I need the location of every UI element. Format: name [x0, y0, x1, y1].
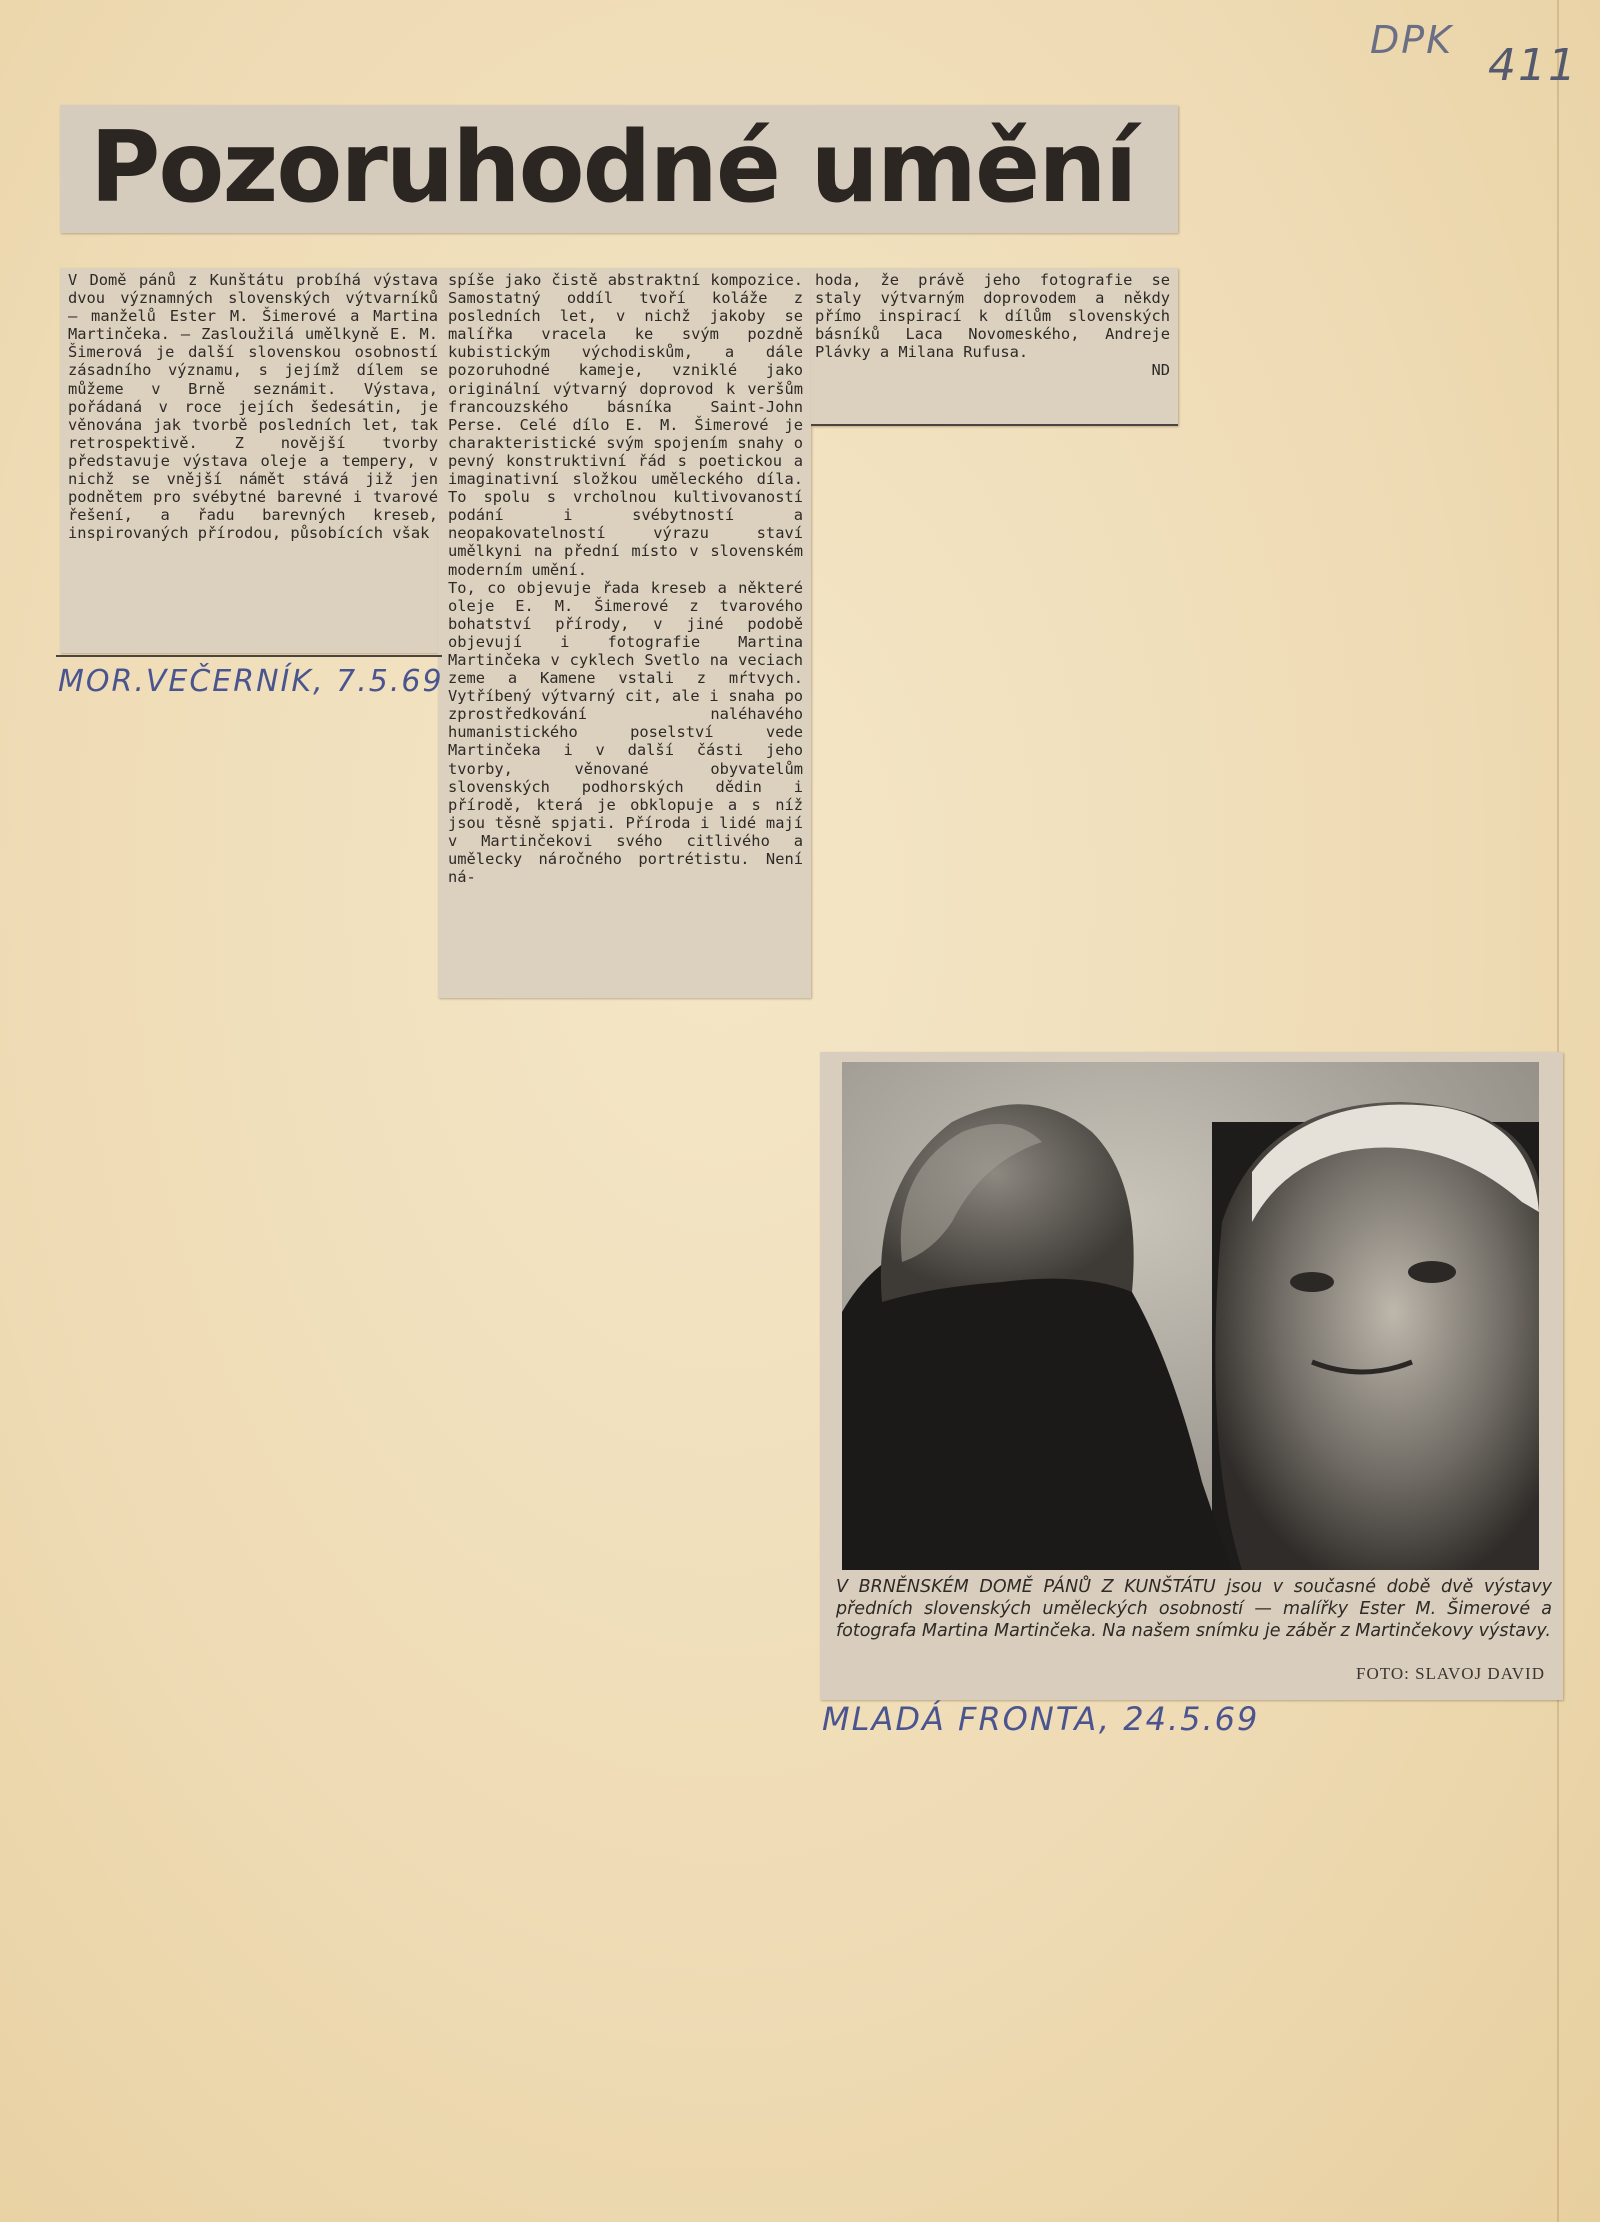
column-1-end-rule	[56, 655, 442, 657]
exhibition-photo-image	[842, 1062, 1539, 1570]
column-2-paragraph-2: To, co objevuje řada kreseb a některé oleje E. M. Šimerové z tvarového bohatství přírody, v jiné podobě objevují i fotografie Martina Martinčeka v cyklech Svetlo na veciach zeme a Kamene vstali z mŕtvych. Vytříbený výtvarný cit, ale i snaha po zprostředkování naléhavého humanistického poselství vede Martinčeka i v další části jeho tvorby, věnované obyvatelům slovenských podhorských dědin i přírodě, která je obklopuje a s níž jsou těsně spjati. Příroda i lidé mají v Martinčekovi svého citlivého a umělecky náročného portrétistu. Není ná-	[448, 578, 803, 887]
headline-clipping	[60, 105, 1178, 233]
column-1-text: V Domě pánů z Kunštátu probíhá výstava dvou významných slovenských výtvarníků — manželů Ester M. Šimerové a Martina Martinčeka. — Zasloužilá umělkyně E. M. Šimerová je další slovenskou osobností zásadního významu, s jejímž dílem se můžeme v Brně seznámit. Výstava, pořádaná v roce jejích šedesátin, je věnována jak tvorbě posledních let, tak retrospektivě. Z novější tvorby představuje výstava oleje a tempery, v nichž se vnější námět stává již jen podnětem pro svébytné barevné i tvarové řešení, a řadu barevných kreseb, inspirovaných přírodou, působících však	[68, 271, 438, 543]
article-headline: Pozoruhodné umění	[90, 111, 1136, 225]
article-column-3	[811, 268, 1178, 426]
photo-credit: FOTO: SLAVOJ DAVID	[1356, 1664, 1545, 1683]
author-signature: ND	[1151, 361, 1170, 380]
article-column-1	[60, 268, 438, 653]
photo-clipping	[820, 1052, 1563, 1700]
archive-number: 411	[1488, 40, 1578, 91]
source-annotation-2: MLADÁ FRONTA, 24.5.69	[822, 1700, 1260, 1738]
archive-code: DPK	[1370, 18, 1454, 62]
column-3-text: hoda, že právě jeho fotografie se staly výtvarným doprovodem a někdy přímo inspirací k dílům slovenských básníků Laca Novomeského, Andreje Plávky a Milana Rufusa.	[815, 271, 1170, 362]
column-3-end-rule	[811, 424, 1178, 426]
photo-caption: V BRNĚNSKÉM DOMĚ PÁNŮ Z KUNŠTÁTU jsou v současné době dvě výstavy předních slovenských uměleckých osobností — malířky Ester M. Šimerové a fotografa Martina Martinčeka. Na našem snímku je záběr z Martinčekovy výstavy.	[836, 1577, 1552, 1641]
article-column-2	[438, 268, 811, 998]
source-annotation-1: MOR.VEČERNÍK, 7.5.69	[58, 664, 444, 699]
column-2-paragraph-1: spíše jako čistě abstraktní kompozice. Samostatný oddíl tvoří koláže z posledních let, v nichž jakoby se malířka vracela ke svým pozdně kubistickým východiskům, a dále pozoruhodné kameje, vzniklé jako originální výtvarný doprovod k veršům francouzského básníka Saint-John Perse. Celé dílo E. M. Šimerové je charakteristické svým spojením snahy o pevný konstruktivní řád s poetickou a imaginativní složkou uměleckého díla. To spolu s vrcholnou kultivovaností podání i svébytností a neopakovatelností výrazu staví umělkyni na přední místo v slovenském moderním umění.	[448, 271, 803, 579]
exhibition-photo	[842, 1062, 1539, 1570]
